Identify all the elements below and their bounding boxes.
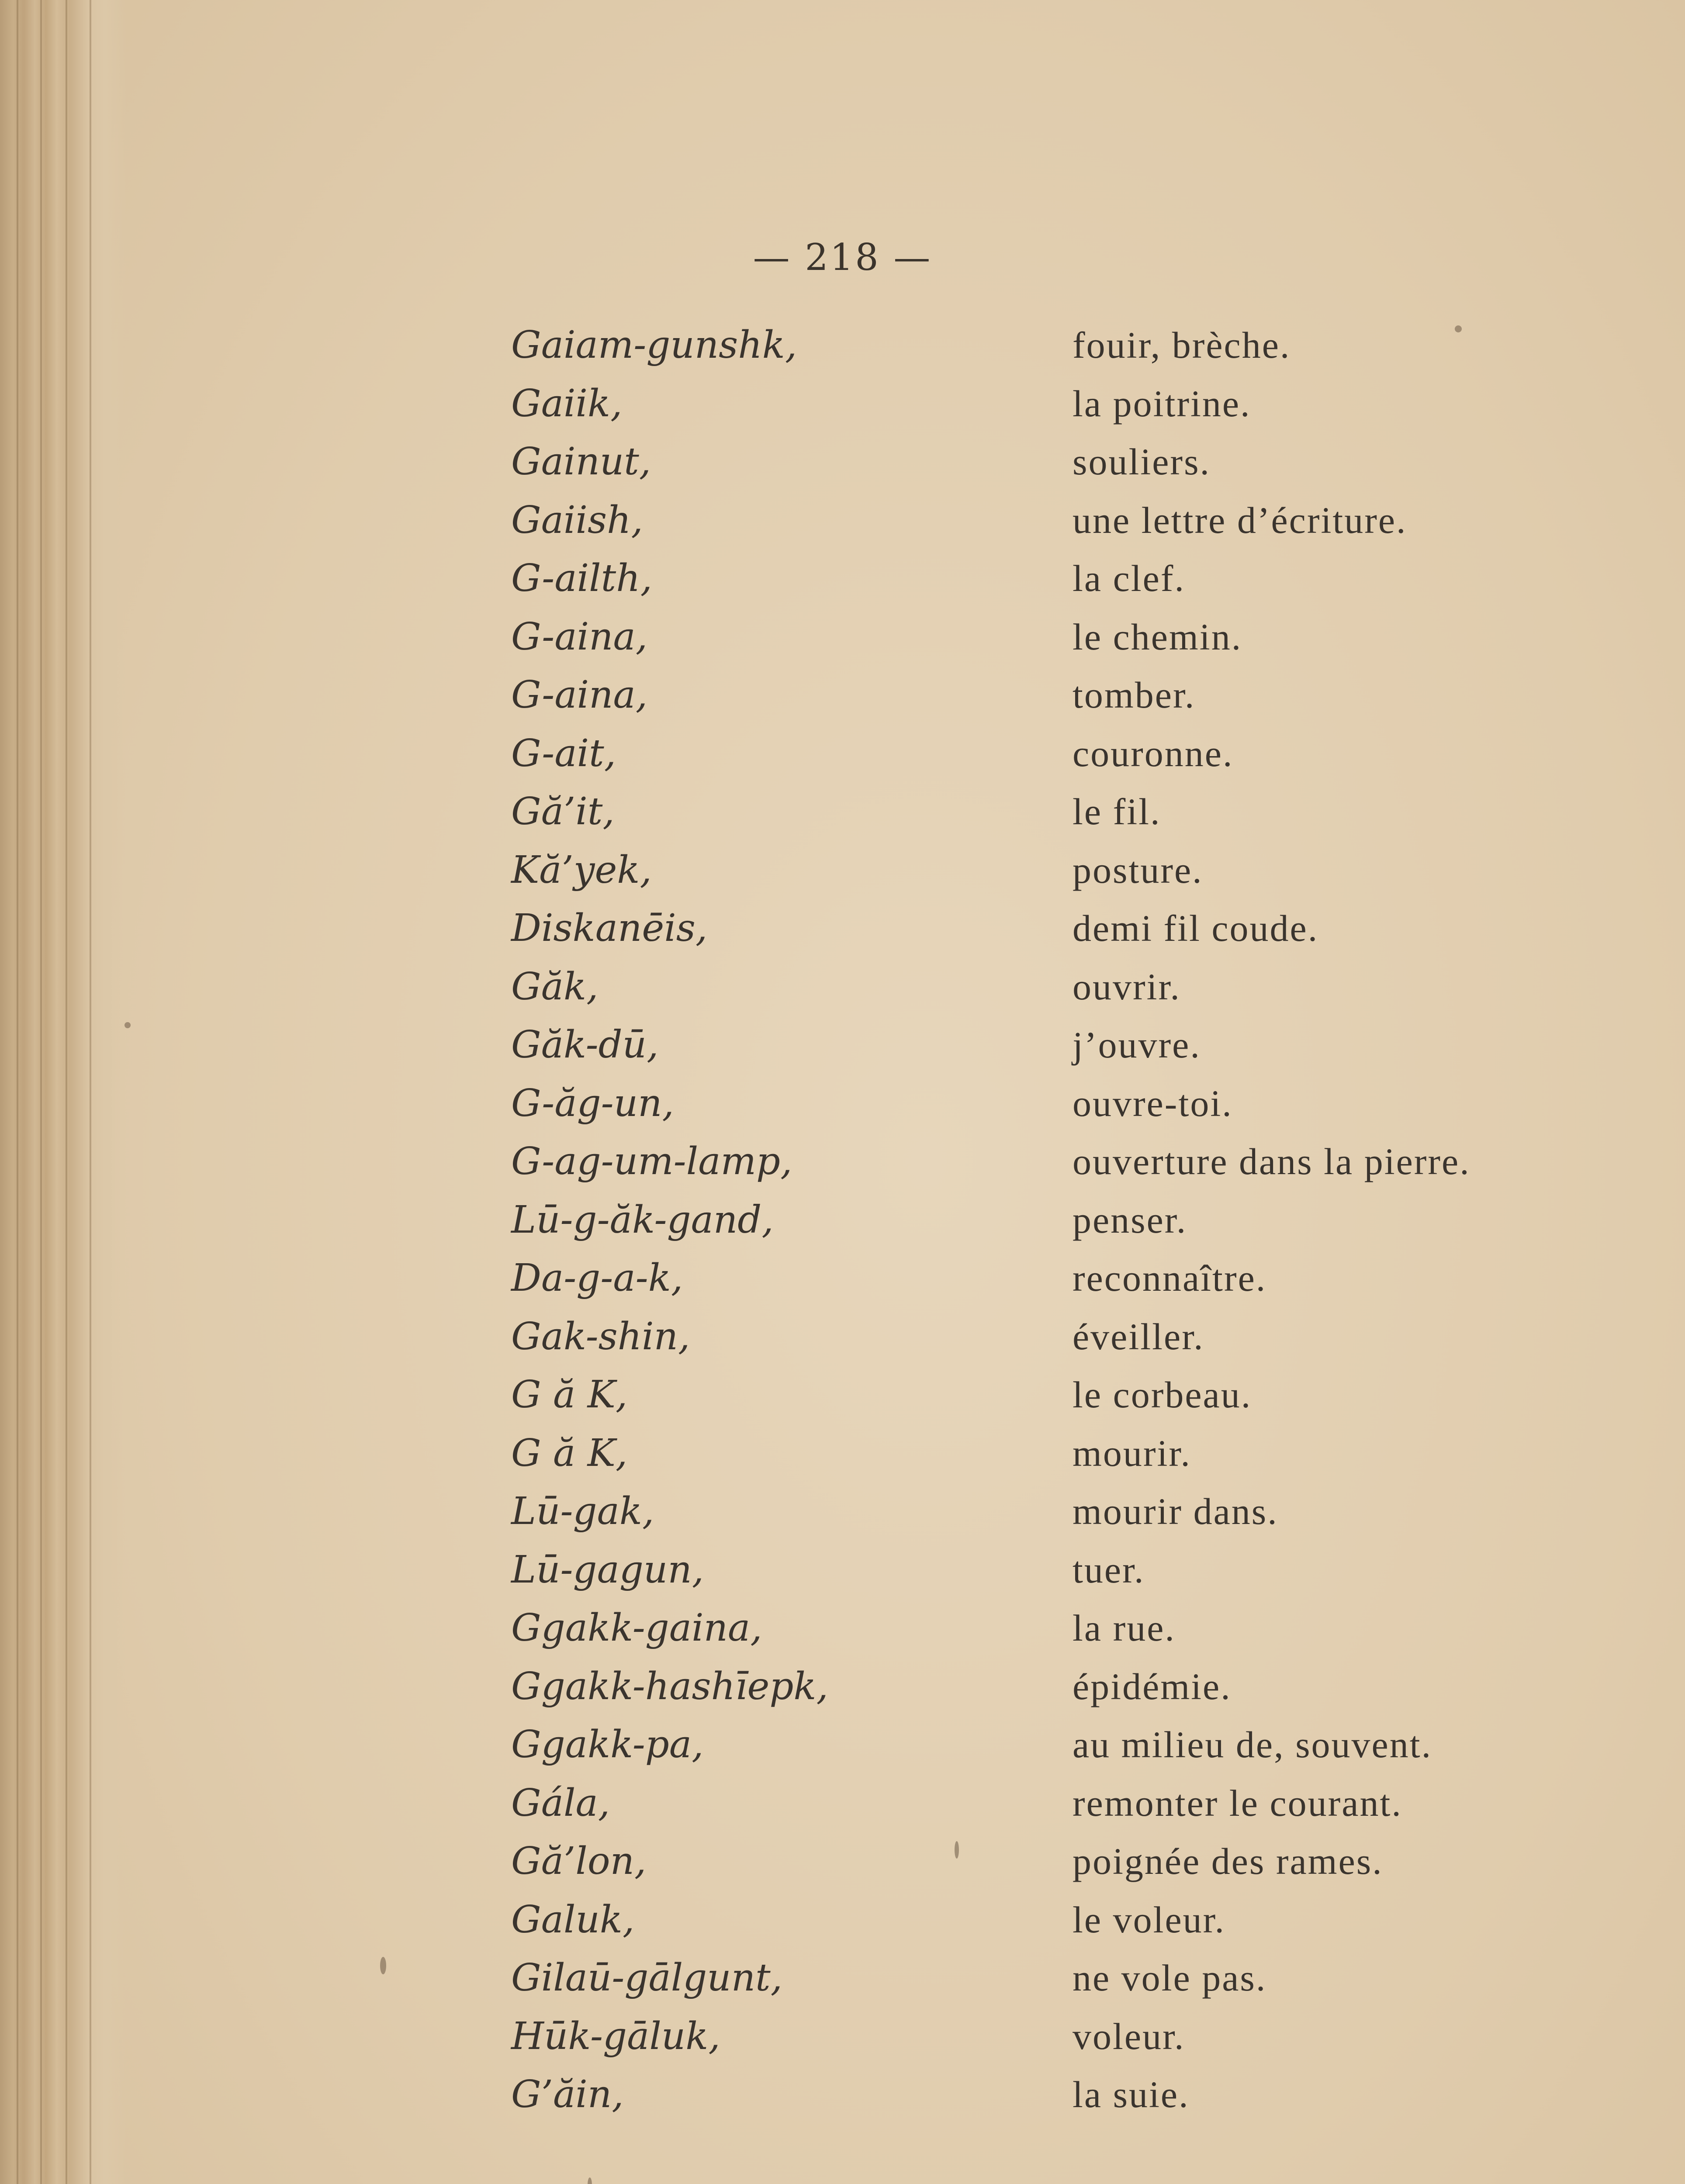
- glossary-entry: [0, 440, 1685, 498]
- entry-term: Gilaū-gālgunt,: [511, 1956, 782, 2000]
- entry-term: G-ag-um-lamp,: [511, 1140, 792, 1183]
- entry-gloss: posture.: [1073, 849, 1203, 891]
- page-number: — 218 —: [753, 236, 932, 279]
- entry-term: Ggakk-gaina,: [511, 1606, 762, 1650]
- entry-term: G-ailth,: [511, 556, 652, 600]
- glossary-entry: [0, 615, 1685, 674]
- entry-gloss: éveiller.: [1073, 1315, 1204, 1358]
- entry-term: Galuk,: [511, 1897, 635, 1942]
- entry-gloss: une lettre d’écriture.: [1073, 499, 1407, 541]
- entry-term: Kă’yek,: [511, 848, 652, 892]
- entry-term: Diskanēis,: [511, 906, 708, 950]
- glossary-entry: [0, 1140, 1685, 1198]
- glossary-entry: [0, 1548, 1685, 1607]
- glossary-entry: [0, 1723, 1685, 1781]
- entry-term: Găk-dū,: [511, 1023, 659, 1067]
- entry-gloss: mourir.: [1073, 1432, 1191, 1474]
- entry-gloss: ouverture dans la pierre.: [1073, 1140, 1470, 1182]
- entry-gloss: ouvrir.: [1073, 965, 1181, 1008]
- glossary-entry: [0, 790, 1685, 848]
- glossary-entry: [0, 498, 1685, 557]
- entry-gloss: la poitrine.: [1073, 382, 1251, 425]
- entry-term: G-ăg-un,: [511, 1081, 674, 1125]
- entry-gloss: tuer.: [1073, 1548, 1145, 1591]
- entry-gloss: poignée des rames.: [1073, 1840, 1383, 1882]
- entry-term: Ggakk-pa,: [511, 1723, 704, 1766]
- glossary-entry: [0, 1956, 1685, 2015]
- entry-term: Gaiam-gunshk,: [511, 323, 797, 367]
- glossary-entry: [0, 382, 1685, 440]
- glossary-entry: [0, 1082, 1685, 1140]
- entry-term: G ă K,: [511, 1373, 628, 1417]
- glossary-entry: [0, 1489, 1685, 1548]
- glossary-entry: [0, 1781, 1685, 1840]
- glossary-list: [0, 323, 1685, 2131]
- entry-term: Ggakk-hashīepk,: [511, 1664, 828, 1708]
- entry-term: Lū-g-ăk-gand,: [511, 1198, 774, 1242]
- entry-gloss: la rue.: [1073, 1607, 1176, 1649]
- entry-term: Da-g-a-k,: [511, 1256, 683, 1300]
- entry-gloss: penser.: [1073, 1199, 1187, 1241]
- entry-term: Găk,: [511, 964, 599, 1009]
- entry-gloss: reconnaître.: [1073, 1257, 1267, 1299]
- entry-gloss: j’ouvre.: [1073, 1024, 1201, 1066]
- entry-gloss: au milieu de, souvent.: [1073, 1724, 1432, 1766]
- entry-gloss: le chemin.: [1073, 615, 1242, 658]
- entry-gloss: la suie.: [1073, 2073, 1190, 2115]
- entry-term: G ă K,: [511, 1431, 628, 1475]
- entry-term: Lū-gagun,: [511, 1548, 704, 1592]
- glossary-entry: [0, 323, 1685, 382]
- entry-term: Gă’lon,: [511, 1839, 647, 1883]
- entry-gloss: épidémie.: [1073, 1665, 1232, 1707]
- entry-term: Gaiish,: [511, 498, 643, 542]
- entry-term: Gála,: [511, 1781, 610, 1825]
- glossary-entry: [0, 1315, 1685, 1373]
- entry-term: G-aina,: [511, 673, 648, 717]
- entry-gloss: le corbeau.: [1073, 1374, 1252, 1416]
- entry-term: Gaiik,: [511, 381, 623, 425]
- glossary-entry: [0, 2073, 1685, 2131]
- entry-term: Gă’it,: [511, 790, 615, 833]
- entry-gloss: ne vole pas.: [1073, 1957, 1267, 1999]
- entry-gloss: remonter le courant.: [1073, 1782, 1402, 1824]
- glossary-entry: [0, 1665, 1685, 1723]
- entry-term: G-aina,: [511, 615, 648, 659]
- entry-gloss: tomber.: [1073, 674, 1196, 716]
- entry-gloss: le voleur.: [1073, 1898, 1226, 1941]
- entry-gloss: la clef.: [1073, 557, 1185, 599]
- entry-gloss: mourir dans.: [1073, 1490, 1278, 1532]
- entry-gloss: le fil.: [1073, 791, 1161, 833]
- glossary-entry: [0, 556, 1685, 615]
- entry-gloss: fouir, brèche.: [1073, 324, 1291, 366]
- glossary-entry: [0, 965, 1685, 1023]
- entry-term: G’ăin,: [511, 2073, 624, 2116]
- glossary-entry: [0, 673, 1685, 732]
- entry-gloss: couronne.: [1073, 732, 1234, 774]
- entry-gloss: voleur.: [1073, 2015, 1185, 2057]
- glossary-entry: [0, 1839, 1685, 1898]
- glossary-entry: [0, 848, 1685, 907]
- glossary-entry: [0, 2015, 1685, 2073]
- entry-gloss: souliers.: [1073, 441, 1211, 483]
- glossary-entry: [0, 1256, 1685, 1315]
- glossary-entry: [0, 1023, 1685, 1082]
- glossary-entry: [0, 1898, 1685, 1956]
- entry-term: G-ait,: [511, 731, 616, 775]
- glossary-entry: [0, 1606, 1685, 1665]
- glossary-entry: [0, 1198, 1685, 1257]
- glossary-entry: [0, 1431, 1685, 1490]
- entry-term: Lū-gak,: [511, 1489, 654, 1533]
- entry-term: Gak-shin,: [511, 1314, 690, 1358]
- glossary-entry: [0, 1373, 1685, 1431]
- entry-term: Hūk-gāluk,: [511, 2014, 720, 2058]
- paper-speck: [588, 2177, 592, 2184]
- entry-gloss: ouvre-toi.: [1073, 1082, 1233, 1124]
- entry-term: Gainut,: [511, 440, 651, 484]
- glossary-entry: [0, 732, 1685, 790]
- entry-gloss: demi fil coude.: [1073, 907, 1319, 949]
- glossary-entry: [0, 906, 1685, 965]
